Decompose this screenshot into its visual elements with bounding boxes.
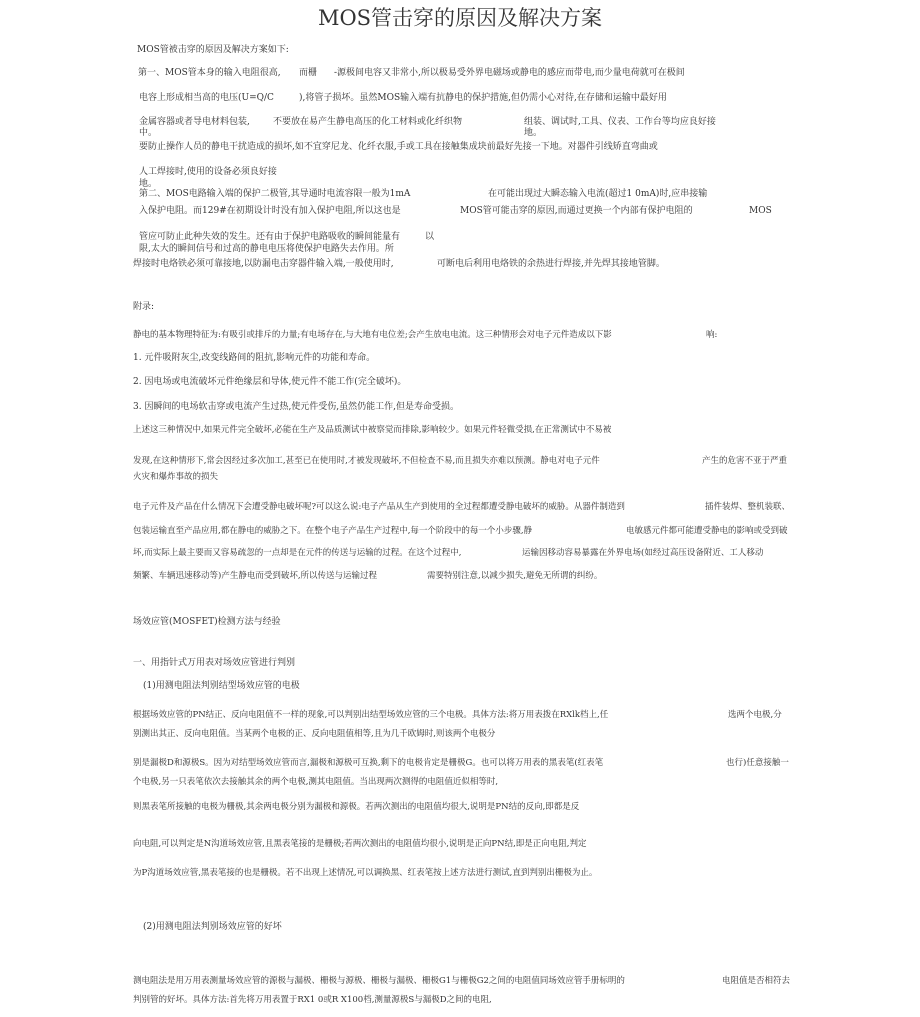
text-line: MOS管可能击穿的原因,而通过更换一个内部有保护电阻的 (460, 206, 693, 216)
text-line: 第二、MOS电路输入端的保护二极管,其导通时电流容限一般为1mA (139, 189, 411, 199)
text-line: 在可能出现过大瞬态输入电流(超过1 0mA)时,应串接输 (488, 189, 708, 199)
section-heading: 场效应管(MOSFET)检测方法与经验 (133, 617, 281, 627)
text-line: 管应可防止此种失效的发生。还有由于保护电路吸收的瞬间能量有 (139, 232, 401, 242)
text-line: 第一、MOS管本身的输入电阻很高, (138, 68, 281, 78)
text-line: 人工焊接时,使用的设备必须良好接 (139, 167, 277, 177)
text-line: 选两个电极,分 (728, 710, 782, 720)
text-line: -源极间电容又非常小,所以极易受外界电磁场或静电的感应而带电,而少量电荷就可在极间 (334, 68, 685, 78)
text-line: 而栅 (299, 68, 318, 78)
text-line: 中。 (139, 128, 158, 138)
text-line: 别测出其正、反向电阻值。当某两个电极的正、反向电阻值相等,且为几千欧姆时,则该两个电极分 (133, 729, 496, 739)
document-title: MOS管击穿的原因及解决方案 (317, 6, 603, 30)
text-line: MOS (749, 206, 772, 216)
text-line: 限,太大的瞬间信号和过高的静电电压将使保护电路失去作用。所 (139, 244, 394, 254)
sub-heading: (2)用测电阻法判别场效应管的好坏 (143, 922, 282, 932)
text-line: 要防止操作人员的静电干扰造成的损坏,如不宜穿尼龙、化纤衣服,手或工具在接触集成块前最好先接一下地。对器件引线矫直弯曲或 (139, 142, 658, 152)
text-line: 电敏感元件都可能遭受静电的影响或受到破 (626, 526, 788, 536)
text-line: 火灾和爆炸事故的损失 (133, 472, 219, 482)
text-line: 不要放在易产生静电高压的化工材料或化纤织物 (273, 117, 463, 127)
text-line: 以 (425, 232, 435, 242)
text-line: 金属容器或者导电材料包装, (139, 117, 250, 127)
text-line: 组装、调试时,工具、仪表、工作台等均应良好接 (524, 117, 716, 127)
text-line: 包装运输直至产品应用,都在静电的威胁之下。在整个电子产品生产过程中,每一个阶段中的每一个小步骤,静 (133, 526, 533, 536)
text-line: 电子元件及产品在什么情况下会遭受静电破坏呢?可以这么说:电子产品从生产到使用的全过程都遭受静电破坏的威胁。从器件制造到 (133, 502, 625, 512)
text-line: 向电阻,可以判定是N沟道场效应管,且黑表笔接的是栅极;若两次测出的电阻值均很小,说明是正向PN结,即是正向电阻,判定 (133, 839, 587, 849)
text-line: 插件装焊、整机装联、 (705, 502, 791, 512)
text-line: 地。 (524, 128, 543, 138)
text-line: 判别管的好坏。具体方法:首先将万用表置于RX1 0或R X100档,测量源极S与漏极D之间的电阻, (133, 995, 492, 1005)
text-line: 1. 元件吸附灰尘,改变线路间的阻抗,影响元件的功能和寿命。 (133, 353, 376, 363)
sub-heading: (1)用测电阻法判别结型场效应管的电极 (143, 681, 300, 691)
text-line: 上述这三种情况中,如果元件完全破坏,必能在生产及品质测试中被察觉而排除,影响较少。如果元件轻微受损,在正常测试中不易被 (133, 425, 612, 435)
text-line: 附录: (133, 302, 155, 312)
text-line: 个电极,另一只表笔依次去接触其余的两个电极,测其电阻值。当出现两次测得的电阻值近似相等时, (133, 777, 499, 787)
text-line: 可断电后利用电烙铁的余热进行焊接,并先焊其接地管脚。 (437, 259, 665, 269)
section-heading: 一、用指针式万用表对场效应管进行判别 (133, 658, 296, 668)
text-line: 焊接时电烙铁必须可靠接地,以防漏电击穿器件输入端,一般使用时, (133, 259, 394, 269)
text-line: 电阻值是否相符去 (722, 976, 791, 986)
text-line: 电容上形成相当高的电压(U=Q/C (139, 93, 274, 103)
text-line: 频繁、车辆迅速移动等)产生静电而受到破坏,所以传送与运输过程 (133, 571, 378, 581)
text-line: 测电阻法是用万用表测量场效应管的源极与漏极、栅极与源极、栅极与漏极、栅极G1与栅极G2之间的电阻值同场效应管手册标明的 (133, 976, 625, 986)
text-line: 运输因移动容易暴露在外界电场(如经过高压设备附近、工人移动 (522, 548, 764, 558)
text-line: 响: (706, 330, 718, 340)
text-line: 需要特别注意,以减少损失,避免无所谓的纠纷。 (427, 571, 603, 581)
text-line: 发现,在这种情形下,常会因经过多次加工,甚至已在使用时,才被发现破坏,不但检查不易,而且损失亦难以预测。静电对电子元件 (133, 456, 600, 466)
text-line: 坏,而实际上最主要而又容易疏忽的一点却是在元件的传送与运输的过程。在这个过程中, (133, 548, 462, 558)
text-line: 则黑表笔所接触的电极为栅极,其余两电极分别为漏极和源极。若两次测出的电阻值均很大,说明是PN结的反向,即都是反 (133, 802, 580, 812)
text-line: 也行)任意接触一 (726, 758, 789, 768)
text-line: ),将管子损坏。虽然MOS输入端有抗静电的保护措施,但仍需小心对待,在存储和运输中最好用 (299, 93, 667, 103)
text-line: 入保护电阻。而129#在初期设计时没有加入保护电阻,所以这也是 (139, 206, 401, 216)
text-line: 3. 因瞬间的电场软击穿或电流产生过热,使元件受伤,虽然仍能工作,但是寿命受损。 (133, 402, 460, 412)
text-line: 静电的基本物理特征为:有吸引或排斥的力量;有电场存在,与大地有电位差;会产生放电电流。这三种情形会对电子元件造成以下影 (133, 330, 612, 340)
text-line: 别是漏极D和源极S。因为对结型场效应管而言,漏极和源极可互换,剩下的电极肯定是栅极G。也可以将万用表的黑表笔(红表笔 (133, 758, 604, 768)
text-line: 根据场效应管的PN结正、反向电阻值不一样的现象,可以判别出结型场效应管的三个电极。具体方法:将万用表拨在RXlk档上,任 (133, 710, 609, 720)
text-line: 2. 因电场或电流破坏元件绝缘层和导体,使元件不能工作(完全破坏)。 (133, 377, 407, 387)
text-line: 地。 (139, 179, 158, 189)
text-line: MOS管被击穿的原因及解决方案如下: (137, 45, 289, 55)
text-line: 产生的危害不亚于严重 (702, 456, 788, 466)
text-line: 为P沟道场效应管,黑表笔接的也是栅极。若不出现上述情况,可以调换黑、红表笔按上述方法进行测试,直到判别出栅极为止。 (133, 868, 598, 878)
